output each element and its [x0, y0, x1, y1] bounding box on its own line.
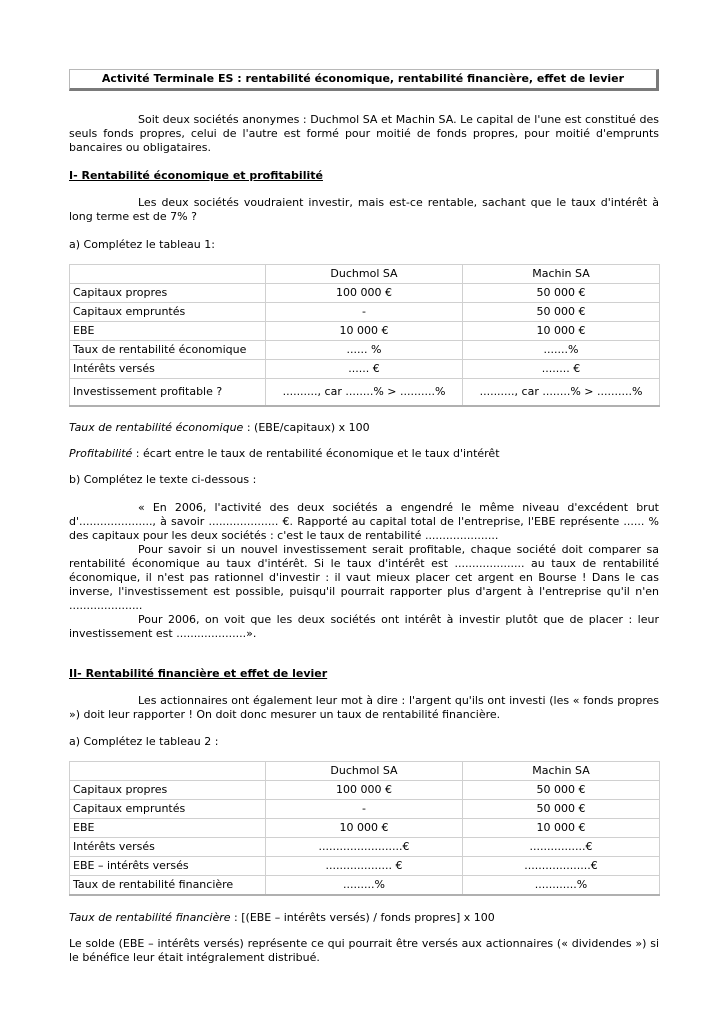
- table-header-cell: Machin SA: [463, 762, 660, 781]
- section1-heading: I- Rentabilité économique et profitabilité: [69, 169, 323, 182]
- table-header-cell: Duchmol SA: [266, 762, 463, 781]
- section2-paragraph: Les actionnaires ont également leur mot à dire : l'argent qu'ils ont investi (les « fonds propres ») doit leur rapporter ! On doit donc mesurer un taux de rentabilité financière.: [69, 694, 659, 721]
- table-cell: ................... €: [266, 857, 463, 876]
- fill-text-paragraph-1: « En 2006, l'activité des deux sociétés a engendré le même niveau d'excédent brut d'....................., à savoir .................... €. Rapporté au capital total de l'entreprise, l'EBE représente ...... % des capitaux pour les deux sociétés : c'est le taux de rentabilité .....................: [69, 501, 659, 542]
- table-1: [69, 264, 660, 407]
- row-label: EBE – intérêts versés: [70, 857, 266, 876]
- table-cell: 50 000 €: [463, 284, 660, 303]
- section2-heading: II- Rentabilité financière et effet de levier: [69, 667, 328, 680]
- table-row: [70, 800, 660, 819]
- table-cell: ...... %: [266, 341, 463, 360]
- definition-text: : écart entre le taux de rentabilité économique et le taux d'intérêt: [132, 447, 500, 460]
- table-cell: .........., car ........% > ..........%: [463, 379, 660, 407]
- table-cell: 10 000 €: [463, 819, 660, 838]
- table-cell: 50 000 €: [463, 303, 660, 322]
- closing-paragraph: Le solde (EBE – intérêts versés) représente ce qui pourrait être versés aux actionnaires (« dividendes ») si le bénéfice leur était intégralement distribué.: [69, 937, 659, 964]
- table-row: [70, 876, 660, 896]
- table-cell: ...................€: [463, 857, 660, 876]
- table-header-cell: Machin SA: [463, 265, 660, 284]
- table-row: [70, 284, 660, 303]
- definition-term: Taux de rentabilité financière: [69, 911, 231, 924]
- table-row: [70, 341, 660, 360]
- document-page: [69, 0, 659, 965]
- question-1a: a) Complétez le tableau 1:: [69, 238, 215, 251]
- table-row: [70, 379, 660, 407]
- table-row: [70, 781, 660, 800]
- table-row: [70, 838, 660, 857]
- definition-profitabilite: [69, 447, 659, 461]
- table-row: [70, 857, 660, 876]
- table-cell: .......%: [463, 341, 660, 360]
- row-label: Capitaux empruntés: [70, 303, 266, 322]
- table-cell: ...... €: [266, 360, 463, 379]
- definition-term: Profitabilité: [69, 447, 133, 460]
- row-label: EBE: [70, 819, 266, 838]
- table-header-cell: [70, 762, 266, 781]
- intro-paragraph: Soit deux sociétés anonymes : Duchmol SA et Machin SA. Le capital de l'une est constitué des seuls fonds propres, celui de l'autre est formé pour moitié de fonds propres, pour moitié d'emprunts bancaires ou obligataires.: [69, 113, 659, 154]
- row-label: Capitaux propres: [70, 781, 266, 800]
- definition-text: : [(EBE – intérêts versés) / fonds propres] x 100: [230, 911, 495, 924]
- section1-paragraph: Les deux sociétés voudraient investir, mais est-ce rentable, sachant que le taux d'intérêt à long terme est de 7% ?: [69, 196, 659, 223]
- table-cell: 10 000 €: [463, 322, 660, 341]
- row-label: EBE: [70, 322, 266, 341]
- row-label: Intérêts versés: [70, 838, 266, 857]
- table-cell: 50 000 €: [463, 800, 660, 819]
- table-cell: -: [266, 800, 463, 819]
- table-header-cell: Duchmol SA: [266, 265, 463, 284]
- row-label: Intérêts versés: [70, 360, 266, 379]
- table-cell: 10 000 €: [266, 322, 463, 341]
- table-cell: 10 000 €: [266, 819, 463, 838]
- table-cell: 100 000 €: [266, 781, 463, 800]
- table-row: [70, 819, 660, 838]
- row-label: Taux de rentabilité économique: [70, 341, 266, 360]
- definition-rentabilite-financiere: [69, 911, 659, 925]
- table-row: [70, 322, 660, 341]
- row-label: Capitaux propres: [70, 284, 266, 303]
- table-cell: ........ €: [463, 360, 660, 379]
- table-cell: -: [266, 303, 463, 322]
- document-title: Activité Terminale ES : rentabilité économique, rentabilité financière, effet de levier: [101, 72, 625, 85]
- definition-text: : (EBE/capitaux) x 100: [243, 421, 370, 434]
- table-2: [69, 761, 660, 896]
- table-header-row: [70, 265, 660, 284]
- table-cell: 100 000 €: [266, 284, 463, 303]
- table-header-row: [70, 762, 660, 781]
- table-cell: ............%: [463, 876, 660, 896]
- table-row: [70, 303, 660, 322]
- row-label: Investissement profitable ?: [70, 379, 266, 407]
- row-label: Capitaux empruntés: [70, 800, 266, 819]
- row-label: Taux de rentabilité financière: [70, 876, 266, 896]
- table-cell: 50 000 €: [463, 781, 660, 800]
- question-2a: a) Complétez le tableau 2 :: [69, 735, 219, 748]
- fill-text-paragraph-3: Pour 2006, on voit que les deux sociétés ont intérêt à investir plutôt que de placer : leur investissement est ....................».: [69, 613, 659, 640]
- table-header-cell: [70, 265, 266, 284]
- table-cell: ................€: [463, 838, 660, 857]
- table-cell: .........., car ........% > ..........%: [266, 379, 463, 407]
- definition-rentabilite-economique: [69, 421, 659, 435]
- table-cell: ........................€: [266, 838, 463, 857]
- question-1b: b) Complétez le texte ci-dessous :: [69, 473, 257, 486]
- definition-term: Taux de rentabilité économique: [69, 421, 244, 434]
- title-box: [69, 69, 659, 91]
- table-cell: .........%: [266, 876, 463, 896]
- table-row: [70, 360, 660, 379]
- fill-text-paragraph-2: Pour savoir si un nouvel investissement serait profitable, chaque société doit comparer sa rentabilité économique au taux d'intérêt. Si le taux d'intérêt est .................... au taux de rentabilité économique, il n'est pas rationnel d'investir : il vaut mieux placer cet argent en Bourse ! Dans le cas inverse, l'investissement est possible, puisqu'il pourrait rapporter plus d'argent à l'entreprise qu'il n'en .....................: [69, 543, 659, 612]
